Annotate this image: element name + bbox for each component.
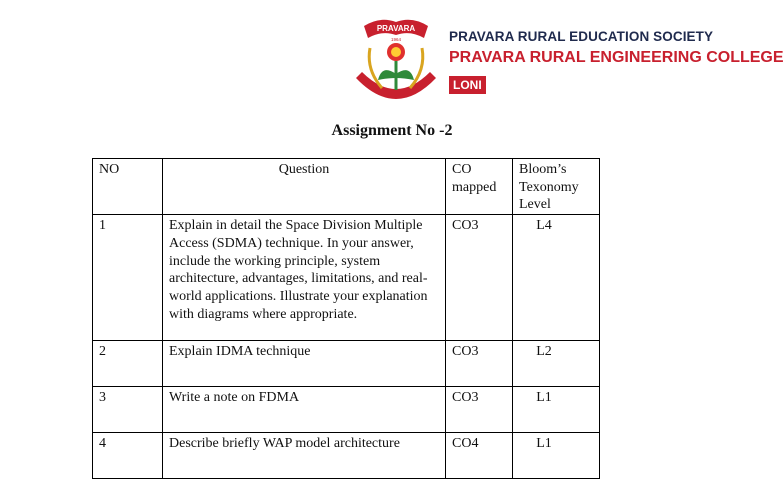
row-no: 1	[93, 215, 163, 341]
row-question: Explain in detail the Space Division Multiple Access (SDMA) technique. In your answer, include the working principle, system architecture, advantages, limitations, and real-world applications. Illustrate your explanation with diagrams where appropriate.	[163, 215, 446, 341]
row-no: 3	[93, 387, 163, 433]
logo-year: 1964	[390, 37, 402, 42]
college-logo	[350, 8, 442, 106]
row-question: Describe briefly WAP model architecture	[163, 433, 446, 479]
row-question: Write a note on FDMA	[163, 387, 446, 433]
table-row	[93, 215, 600, 341]
row-co: CO3	[446, 215, 513, 341]
logo-banner-text: PRAVARA	[376, 24, 416, 33]
header-no: NO	[93, 159, 163, 215]
row-level: L2	[513, 341, 600, 387]
row-question: Explain IDMA technique	[163, 341, 446, 387]
row-co: CO3	[446, 341, 513, 387]
table-row	[93, 341, 600, 387]
header-bloom: Bloom’s Texonomy Level	[513, 159, 600, 215]
header-question: Question	[163, 159, 446, 215]
row-co: CO4	[446, 433, 513, 479]
table-row	[93, 387, 600, 433]
org-location-tag: LONI	[449, 76, 486, 94]
assignment-title: Assignment No -2	[331, 122, 453, 139]
row-co: CO3	[446, 387, 513, 433]
row-no: 2	[93, 341, 163, 387]
row-level: L4	[513, 215, 600, 341]
row-no: 4	[93, 433, 163, 479]
table-row	[93, 433, 600, 479]
row-level: L1	[513, 387, 600, 433]
table-header-row	[93, 159, 600, 215]
row-level: L1	[513, 433, 600, 479]
org-society-name: PRAVARA RURAL EDUCATION SOCIETY	[449, 29, 714, 44]
org-college-name: PRAVARA RURAL ENGINEERING COLLEGE	[449, 49, 784, 66]
header-co: CO mapped	[446, 159, 513, 215]
assignment-table	[92, 158, 600, 479]
